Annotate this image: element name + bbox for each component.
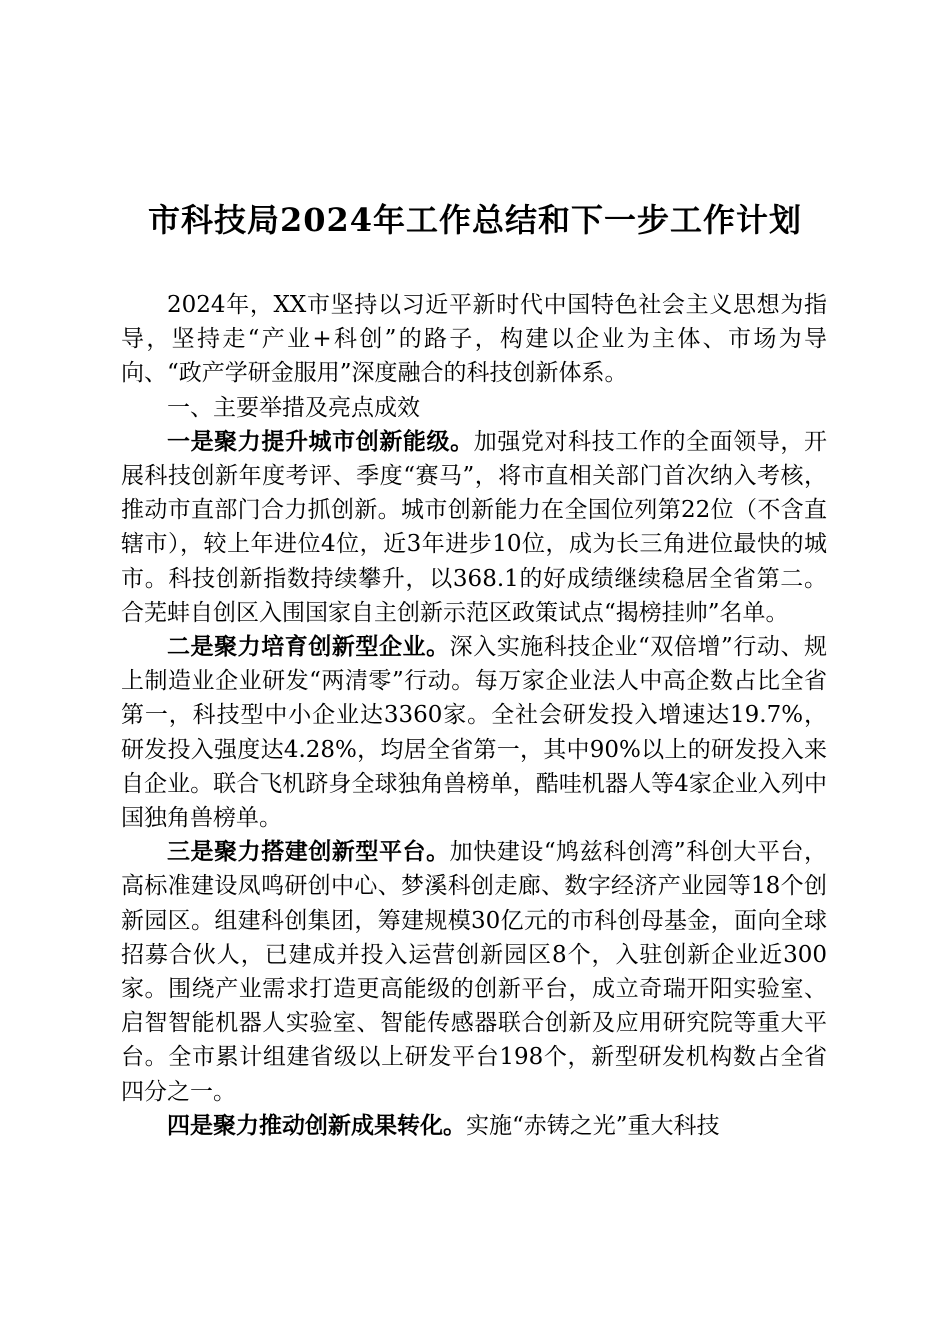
document-title: 市科技局2024年工作总结和下一步工作计划 (147, 201, 803, 239)
section-heading: 一、主要举措及亮点成效 (167, 394, 420, 421)
item-lead: 一是聚力提升城市创新能级。 (167, 427, 474, 455)
intro-paragraph: 2024年，XX市坚持以习近平新时代中国特色社会主义思想为指导，坚持走“产业+科创”的路子，构建以企业为主体、市场为导向、“政产学研金服用”深度融合的科技创新体系。 (121, 292, 827, 387)
item-lead: 二是聚力培育创新型企业。 (167, 633, 450, 661)
item-lead: 四是聚力推动创新成果转化。 (167, 1111, 466, 1139)
item-text: 加强党对科技工作的全面领导，开展科技创新年度考评、季度“赛马”，将市直相关部门首次纳入考核，推动市直部门合力抓创新。城市创新能力在全国位列第22位（不含直辖市），较上年进位4位，近3年进步10位，成为长三角进位最快的城市。科技创新指数持续攀升，以368.1的好成绩继续稳居全省第二。合芜蚌自创区入围国家自主创新示范区政策试点“揭榜挂帅”名单。 (121, 428, 828, 626)
item-paragraph-1 (121, 425, 827, 630)
item-paragraph-4 (121, 1109, 827, 1143)
item-paragraph-3 (121, 835, 827, 1109)
item-text: 实施“赤铸之光”重大科技 (466, 1112, 720, 1139)
item-text: 加快建设“鸠兹科创湾”科创大平台，高标准建设凤鸣研创中心、梦溪科创走廊、数字经济产业园等18个创新园区。组建科创集团，筹建规模30亿元的市科创母基金，面向全球招募合伙人，已建成并投入运营创新园区8个，入驻创新企业近300家。围绕产业需求打造更高能级的创新平台，成立奇瑞开阳实验室、启智智能机器人实验室、智能传感器联合创新及应用研究院等重大平台。全市累计组建省级以上研发平台198个，新型研发机构数占全省四分之一。 (121, 839, 827, 1105)
document-body (121, 288, 827, 1143)
item-lead: 三是聚力搭建创新型平台。 (167, 838, 450, 866)
item-text: 深入实施科技企业“双倍增”行动、规上制造业企业研发“两清零”行动。每万家企业法人中高企数占比全省第一，科技型中小企业达3360家。全社会研发投入增速达19.7%，研发投入强度达4.28%，均居全省第一，其中90%以上的研发投入来自企业。联合飞机跻身全球独角兽榜单，酷哇机器人等4家企业入列中国独角兽榜单。 (121, 634, 827, 832)
item-paragraph-2 (121, 630, 827, 835)
